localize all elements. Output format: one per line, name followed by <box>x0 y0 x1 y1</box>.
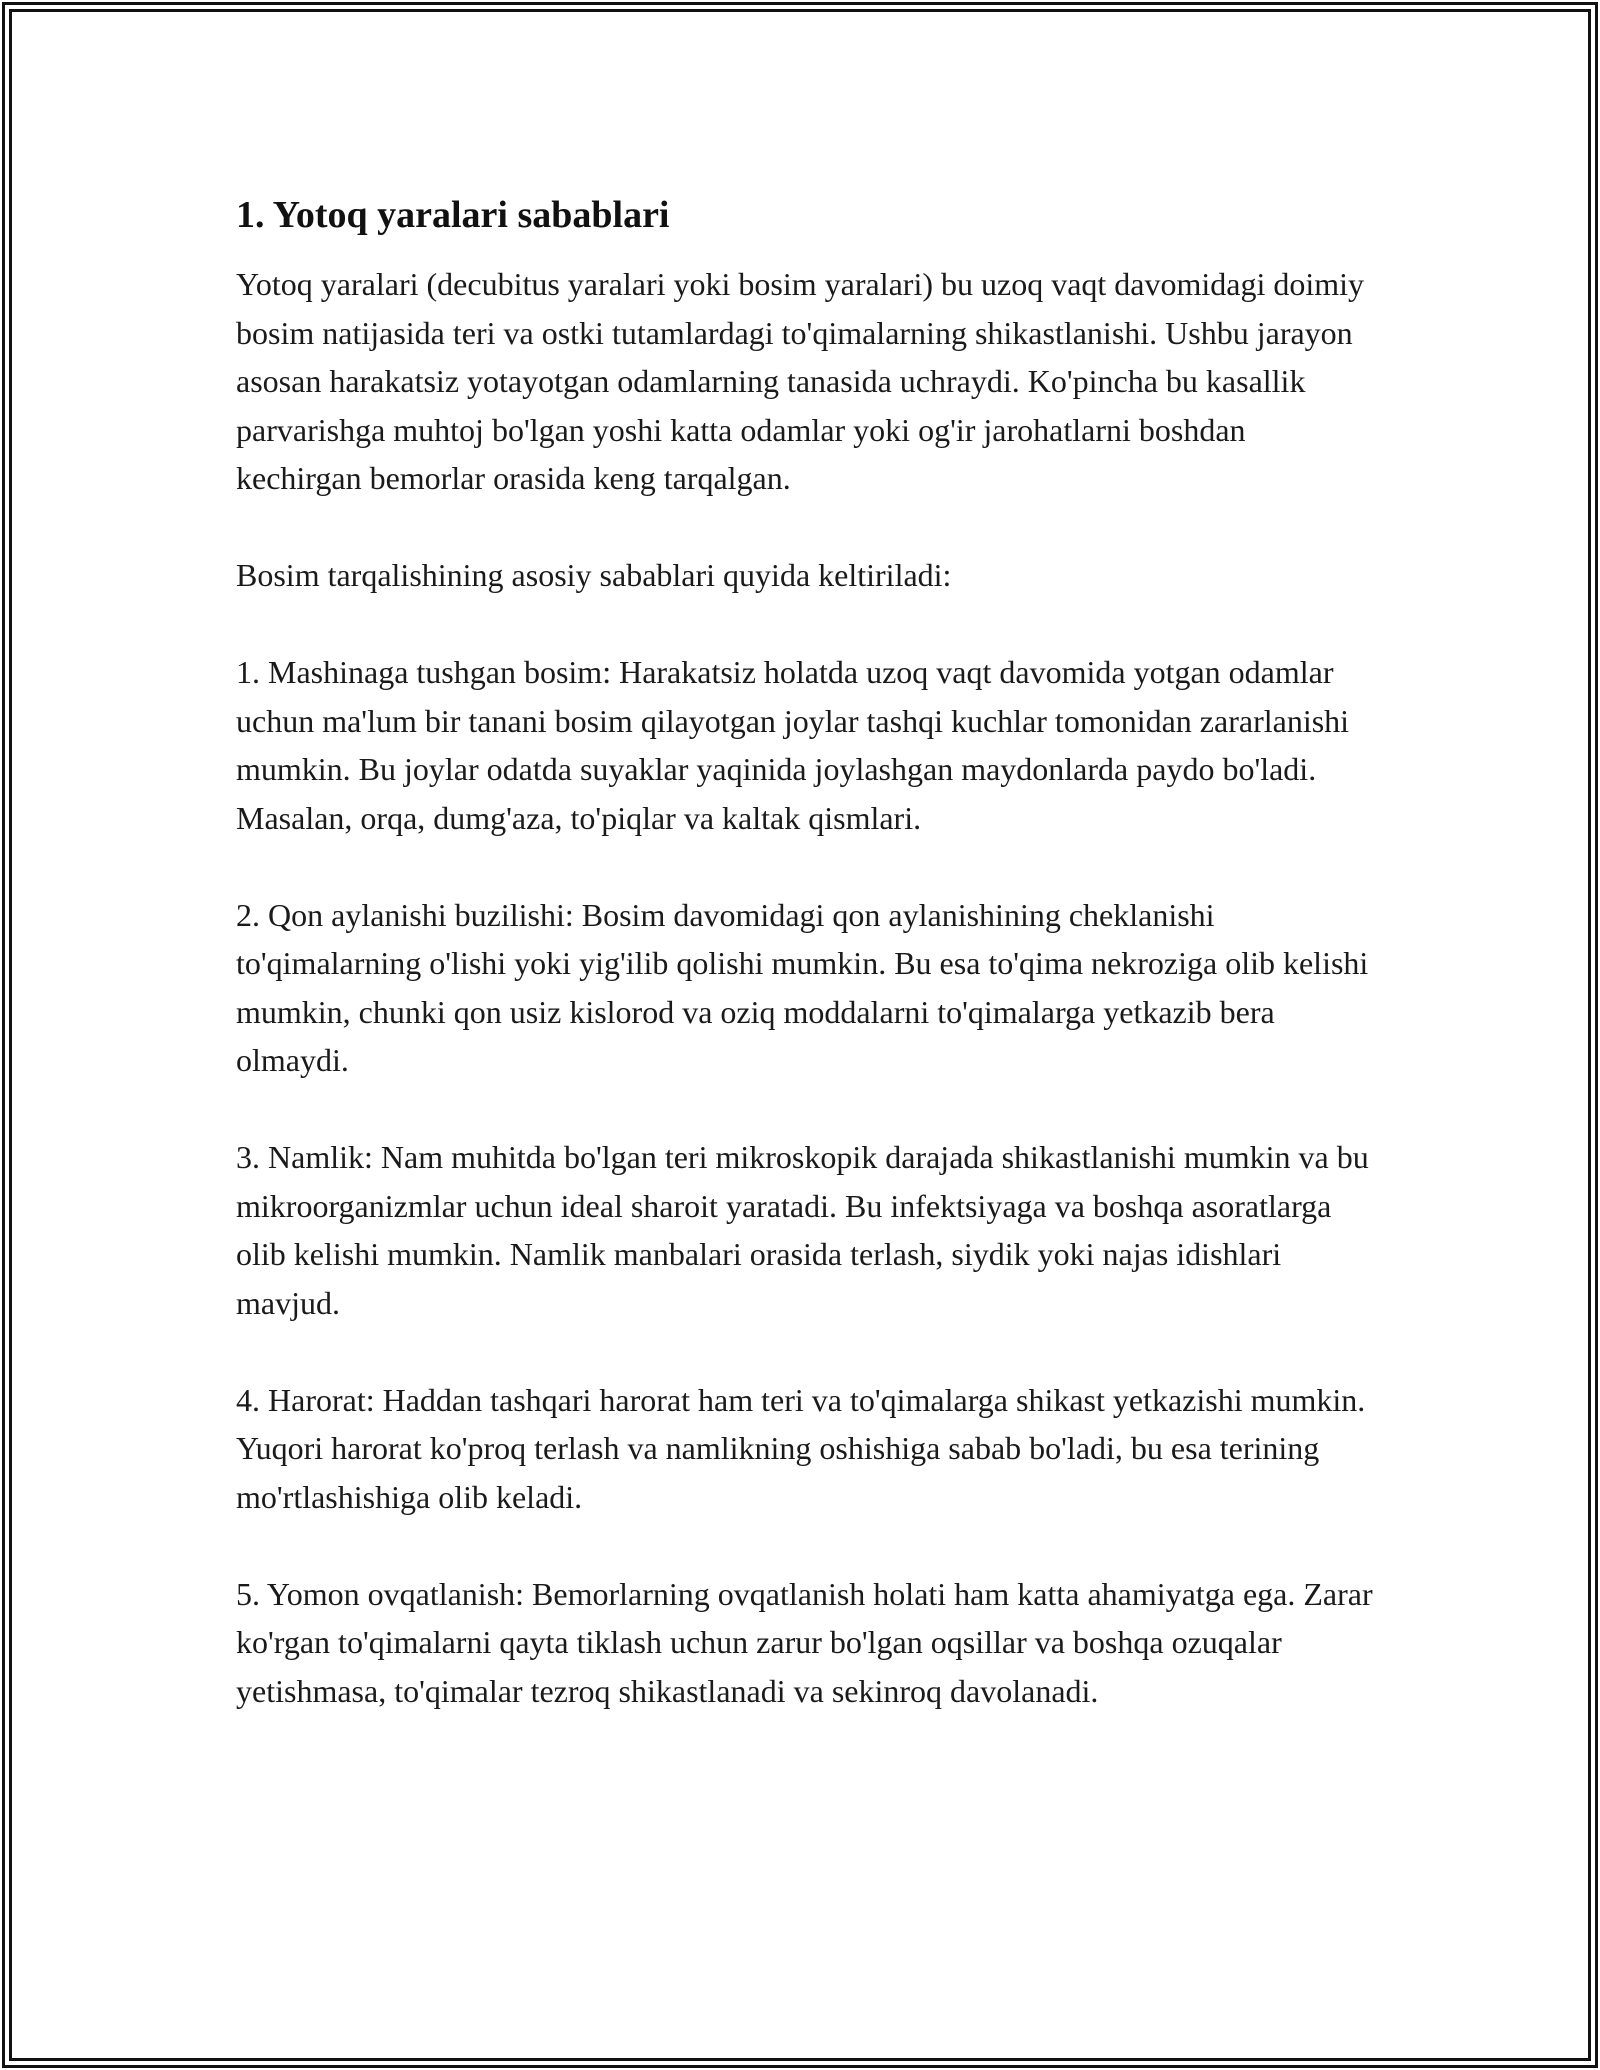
causes-lead-paragraph: Bosim tarqalishining asosiy sabablari quyida keltiriladi: <box>236 557 952 593</box>
cause-item-pressure: 1. Mashinaga tushgan bosim: Harakatsiz holatda uzoq vaqt davomida yotgan odamlar uchun ma'lum bir tanani bosim qilayotgan joylar tashqi kuchlar tomonidan zararlanishi mumkin. Bu joylar odatda suyaklar yaqinida joylashgan maydonlarda paydo bo'ladi. Masalan, orqa, dumg'aza, to'piqlar va kaltak qismlari. <box>236 654 1350 836</box>
section-heading: 1. Yotoq yaralari sabablari <box>236 194 670 236</box>
cause-item-temperature: 4. Harorat: Haddan tashqari harorat ham teri va to'qimalarga shikast yetkazishi mumkin. Yuqori harorat ko'proq terlash va namlikning oshishiga sabab bo'ladi, bu esa terining mo'rtlashishiga olib keladi. <box>236 1381 1366 1515</box>
cause-item-nutrition: 5. Yomon ovqatlanish: Bemorlarning ovqatlanish holati ham katta ahamiyatga ega. Zarar ko'rgan to'qimalarni qayta tiklash uchun zarur bo'lgan oqsillar va boshqa ozuqalar yetishmasa, to'qimalar tezroq shikastlanadi va sekinroq davolanadi. <box>236 1575 1373 1709</box>
document-body <box>236 190 1376 1764</box>
intro-paragraph: Yotoq yaralari (decubitus yaralari yoki bosim yaralari) bu uzoq vaqt davomidagi doimiy bosim natijasida teri va ostki tutamlardagi to'qimalarning shikastlanishi. Ushbu jarayon asosan harakatsiz yotayotgan odamlarning tanasida uchraydi. Ko'pincha bu kasallik parvarishga muhtoj bo'lgan yoshi katta odamlar yoki og'ir jarohatlarni boshdan kechirgan bemorlar orasida keng tarqalgan. <box>236 266 1365 496</box>
cause-item-moisture: 3. Namlik: Nam muhitda bo'lgan teri mikroskopik darajada shikastlanishi mumkin va bu mikroorganizmlar uchun ideal sharoit yaratadi. Bu infektsiyaga va boshqa asoratlarga olib kelishi mumkin. Namlik manbalari orasida terlash, siydik yoki najas idishlari mavjud. <box>236 1139 1369 1321</box>
cause-item-circulation: 2. Qon aylanishi buzilishi: Bosim davomidagi qon aylanishining cheklanishi to'qimalarning o'lishi yoki yig'ilib qolishi mumkin. Bu esa to'qima nekroziga olib kelishi mumkin, chunki qon usiz kislorod va oziq moddalarni to'qimalarga yetkazib bera olmaydi. <box>236 896 1369 1078</box>
